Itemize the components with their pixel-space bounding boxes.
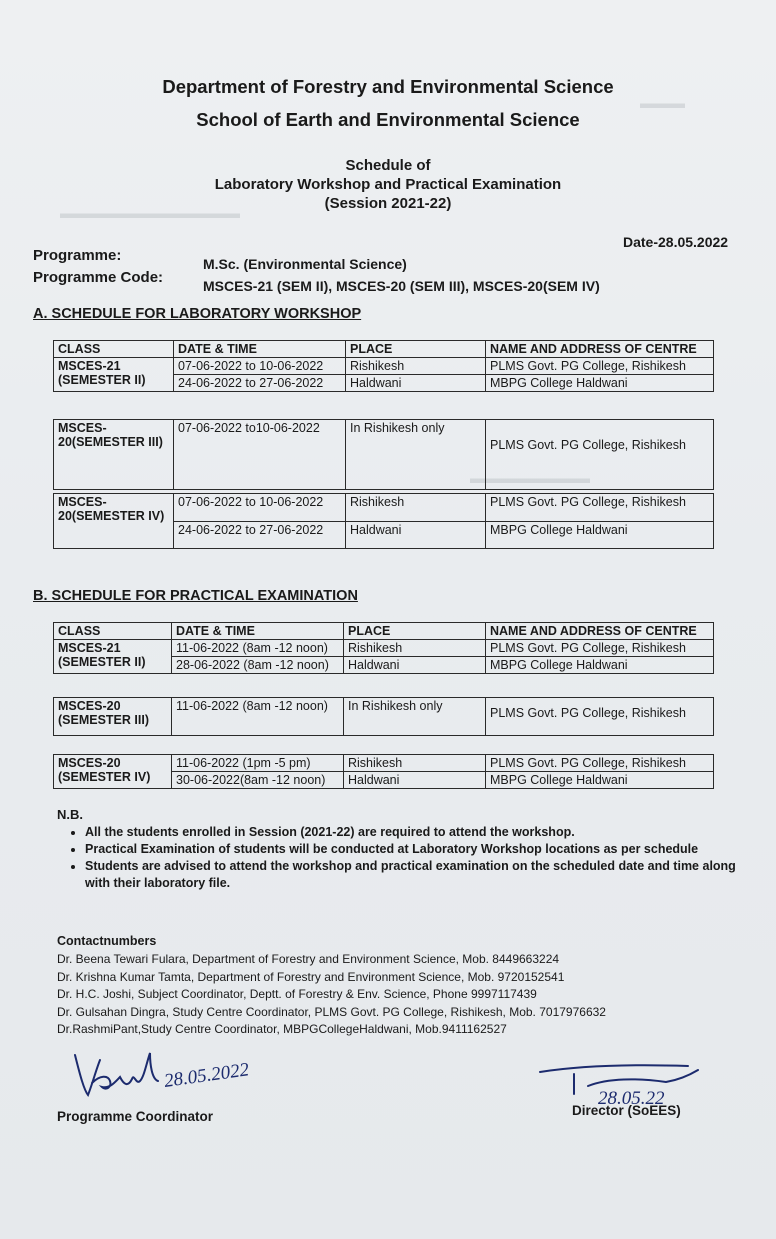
programme-coordinator-label: Programme Coordinator xyxy=(57,1109,214,1124)
exam-table-sem4 xyxy=(53,754,714,789)
centre-cell: PLMS Govt. PG College, Rishikesh xyxy=(486,420,714,490)
header-centre: NAME AND ADDRESS OF CENTRE xyxy=(486,341,714,358)
schedule-heading-line2: Laboratory Workshop and Practical Examination xyxy=(214,176,562,193)
place-cell: In Rishikesh only xyxy=(346,420,486,490)
schedule-heading xyxy=(0,156,776,213)
header-centre: NAME AND ADDRESS OF CENTRE xyxy=(486,623,714,640)
header-date: DATE & TIME xyxy=(174,341,346,358)
director-label: Director (SoEES) xyxy=(572,1103,681,1118)
list-item: Dr. Krishna Kumar Tamta, Department of Forestry and Environment Science, Mob. 9720152541 xyxy=(57,969,565,984)
place-cell: Rishikesh xyxy=(344,640,486,657)
bleed-through-mark: ▬▬▬ xyxy=(640,95,685,112)
header-class: CLASS xyxy=(54,623,172,640)
place-cell: Rishikesh xyxy=(346,358,486,375)
table-header-row xyxy=(54,623,714,640)
header-place: PLACE xyxy=(346,341,486,358)
header-place: PLACE xyxy=(344,623,486,640)
header-class: CLASS xyxy=(54,341,174,358)
centre-cell: MBPG College Haldwani xyxy=(486,772,714,789)
contacts-list xyxy=(57,951,737,1039)
date-cell: 28-06-2022 (8am -12 noon) xyxy=(172,657,344,674)
place-cell: Haldwani xyxy=(346,375,486,392)
programme-code-value: MSCES-21 (SEM II), MSCES-20 (SEM III), MSCES-20(SEM IV) xyxy=(203,278,600,294)
exam-table-sem2 xyxy=(53,622,714,674)
centre-cell: MBPG College Haldwani xyxy=(486,375,714,392)
list-item: Dr. Gulsahan Dingra, Study Centre Coordinator, PLMS Govt. PG College, Rishikesh, Mob. 7017976632 xyxy=(57,1004,606,1019)
date-cell: 24-06-2022 to 27-06-2022 xyxy=(174,375,346,392)
programme-value: M.Sc. (Environmental Science) xyxy=(203,256,407,272)
place-cell: In Rishikesh only xyxy=(344,698,486,736)
date-cell: 11-06-2022 (1pm -5 pm) xyxy=(172,755,344,772)
section-a-title: A. SCHEDULE FOR LABORATORY WORKSHOP xyxy=(33,306,362,322)
programme-label: Programme: xyxy=(33,247,122,264)
place-cell: Haldwani xyxy=(346,521,486,549)
schedule-heading-line1: Schedule of xyxy=(345,157,431,174)
workshop-table-sem2 xyxy=(53,340,714,392)
centre-cell: PLMS Govt. PG College, Rishikesh xyxy=(486,494,714,522)
place-cell: Haldwani xyxy=(344,657,486,674)
table-row xyxy=(54,698,714,736)
department-title: Department of Forestry and Environmental Science xyxy=(162,76,614,97)
table-row xyxy=(54,358,714,375)
class-cell: MSCES-20(SEMESTER III) xyxy=(54,420,174,490)
coordinator-signature xyxy=(70,1045,270,1105)
list-item: • Students are advised to attend the workshop and practical examination on the scheduled date and time along with their laboratory file. xyxy=(85,858,745,892)
bleed-through-mark: ▬▬▬▬▬▬▬▬▬▬▬▬ xyxy=(60,205,240,222)
place-cell: Rishikesh xyxy=(344,755,486,772)
centre-cell: MBPG College Haldwani xyxy=(486,521,714,549)
centre-cell: PLMS Govt. PG College, Rishikesh xyxy=(486,755,714,772)
list-item: Dr.RashmiPant,Study Centre Coordinator, MBPGCollegeHaldwani, Mob.9411162527 xyxy=(57,1022,507,1036)
table-row xyxy=(54,420,714,490)
list-item: • Practical Examination of students will be conducted at Laboratory Workshop locations as per schedule xyxy=(85,841,745,858)
place-cell: Rishikesh xyxy=(346,494,486,522)
centre-cell: MBPG College Haldwani xyxy=(486,657,714,674)
place-cell: Haldwani xyxy=(344,772,486,789)
notes-list xyxy=(57,824,745,892)
class-cell: MSCES-21 (SEMESTER II) xyxy=(54,358,174,392)
coordinator-signature-date: 28.05.2022 xyxy=(162,1059,251,1092)
date-cell: 07-06-2022 to 10-06-2022 xyxy=(174,494,346,522)
date-cell: 07-06-2022 to10-06-2022 xyxy=(174,420,346,490)
exam-table-sem3 xyxy=(53,697,714,736)
header-date: DATE & TIME xyxy=(172,623,344,640)
centre-cell: PLMS Govt. PG College, Rishikesh xyxy=(486,358,714,375)
bleed-through-mark: ▬▬▬▬▬▬▬▬ xyxy=(470,470,590,487)
director-signature-date: 28.05.22 xyxy=(598,1088,665,1109)
date-cell: 30-06-2022(8am -12 noon) xyxy=(172,772,344,789)
date-cell: 11-06-2022 (8am -12 noon) xyxy=(172,698,344,736)
date-cell: 07-06-2022 to 10-06-2022 xyxy=(174,358,346,375)
table-row xyxy=(54,494,714,522)
list-item: Dr. H.C. Joshi, Subject Coordinator, Deptt. of Forestry & Env. Science, Phone 9997117439 xyxy=(57,987,537,1001)
programme-code-label: Programme Code: xyxy=(33,269,164,286)
list-item: • All the students enrolled in Session (2021-22) are required to attend the workshop. xyxy=(85,824,745,841)
table-row xyxy=(54,755,714,772)
date-cell: 24-06-2022 to 27-06-2022 xyxy=(174,521,346,549)
class-cell: MSCES-20 (SEMESTER IV) xyxy=(54,755,172,789)
class-cell: MSCES-21 (SEMESTER II) xyxy=(54,640,172,674)
school-title: School of Earth and Environmental Science xyxy=(196,109,580,130)
list-item: Dr. Beena Tewari Fulara, Department of Forestry and Environment Science, Mob. 8449663224 xyxy=(57,952,560,966)
workshop-table-sem3 xyxy=(53,419,714,490)
table-row xyxy=(54,640,714,657)
class-cell: MSCES-20(SEMESTER IV) xyxy=(54,494,174,549)
centre-cell: PLMS Govt. PG College, Rishikesh xyxy=(486,640,714,657)
workshop-table-sem4 xyxy=(53,493,714,549)
document-date: Date-28.05.2022 xyxy=(623,234,729,250)
contacts-title: Contactnumbers xyxy=(57,934,157,948)
notes-label: N.B. xyxy=(57,807,83,822)
class-cell: MSCES-20 (SEMESTER III) xyxy=(54,698,172,736)
table-header-row xyxy=(54,341,714,358)
centre-cell: PLMS Govt. PG College, Rishikesh xyxy=(486,698,714,736)
section-b-title: B. SCHEDULE FOR PRACTICAL EXAMINATION xyxy=(33,588,358,604)
date-cell: 11-06-2022 (8am -12 noon) xyxy=(172,640,344,657)
schedule-heading-line3: (Session 2021-22) xyxy=(324,195,452,212)
